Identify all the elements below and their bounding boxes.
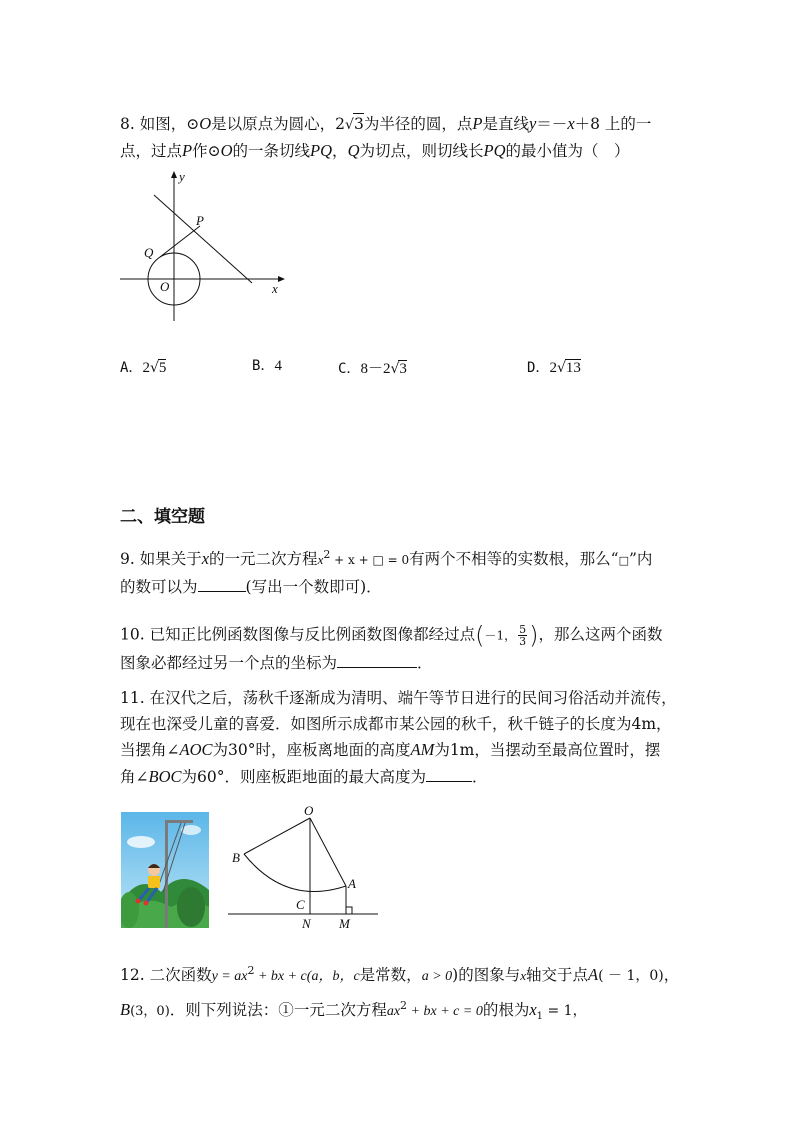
segment-ob	[244, 818, 310, 854]
svg-text:N: N	[302, 916, 311, 931]
svg-text:O: O	[304, 806, 314, 818]
label-x: x	[272, 281, 278, 296]
fraction: $\frac{5}{3}$	[519, 623, 527, 648]
option-b[interactable]: B．4	[252, 358, 282, 374]
svg-text:A: A	[348, 876, 356, 891]
q9-line1: 9. 如果关于x的一元二次方程$x^2 + x$ + □ = 0有两个不相等的实数根，那么“□”内	[120, 548, 653, 568]
section-title: 二、填空题	[120, 507, 205, 527]
line-y-neg-x-plus-8	[154, 195, 252, 283]
label-q: Q	[144, 245, 154, 260]
swing-photo	[121, 812, 209, 928]
svg-text:B: B	[232, 850, 240, 865]
option-a[interactable]: A．2√5	[120, 360, 167, 376]
q10-line2: 图象必都经过另一个点的坐标为 ．	[120, 654, 433, 672]
q11-line3: 当摆角∠AOC为30°时，座板离地面的高度AM为1m，当摆动至最高位置时，摆	[120, 740, 661, 759]
y-arrow	[171, 171, 177, 178]
q8-figure	[112, 165, 297, 325]
radius: 2√3	[335, 115, 364, 133]
right-angle-m	[346, 907, 352, 914]
option-c[interactable]: C．8－2√3	[338, 361, 407, 377]
segment-oa	[310, 818, 346, 886]
q12-line1: 12. 二次函数$y = ax^2$ + bx + c(a，b，c是常数，a > 0)的图象与x轴交于点A( － 1，0)，	[120, 964, 680, 984]
svg-text:M: M	[339, 916, 350, 931]
q8-line2: 点，过点P作⊙O的一条切线PQ，Q为切点，则切线长PQ的最小值为（ ）	[120, 141, 630, 160]
tangent-pq	[160, 226, 200, 257]
label-y: y	[179, 169, 185, 184]
arc-bca	[244, 854, 346, 892]
q11-line4: 角∠BOC为60°．则座板距地面的最大高度为 ．	[120, 767, 488, 786]
svg-text:C: C	[296, 897, 305, 912]
q11-line1: 11. 在汉代之后，荡秋千逐渐成为清明、端午等节日进行的民间习俗活动并流传，	[120, 689, 677, 707]
x-arrow	[278, 276, 285, 282]
q12-line2: B(3，0)．则下列说法：①一元二次方程$ax^2$ + bx + c = 0的根为$x_1 = 1$，	[120, 999, 587, 1023]
label-p: P	[196, 213, 204, 228]
q11-line2: 现在也深受儿童的喜爱．如图所示成都市某公园的秋千，秋千链子的长度为4m，	[120, 715, 672, 733]
q9-line2: 的数可以为 (写出一个数即可)．	[120, 578, 382, 596]
q11-diagram	[226, 806, 382, 932]
answer-blank-10[interactable]	[337, 652, 417, 668]
label-o: O	[160, 279, 170, 294]
q10-line1: 10. 已知正比例函数图像与反比例函数图像都经过点(－1， $\frac{5}{3}$ )，那么这两个函数	[120, 621, 663, 650]
answer-blank-11[interactable]	[426, 766, 472, 782]
option-d[interactable]: D．2√13	[527, 360, 581, 376]
answer-blank-9[interactable]	[198, 576, 246, 592]
q8-line1: 8. 如图，⊙O是以原点为圆心，2√3为半径的圆，点P是直线y＝－x＋8 上的一	[120, 114, 652, 133]
